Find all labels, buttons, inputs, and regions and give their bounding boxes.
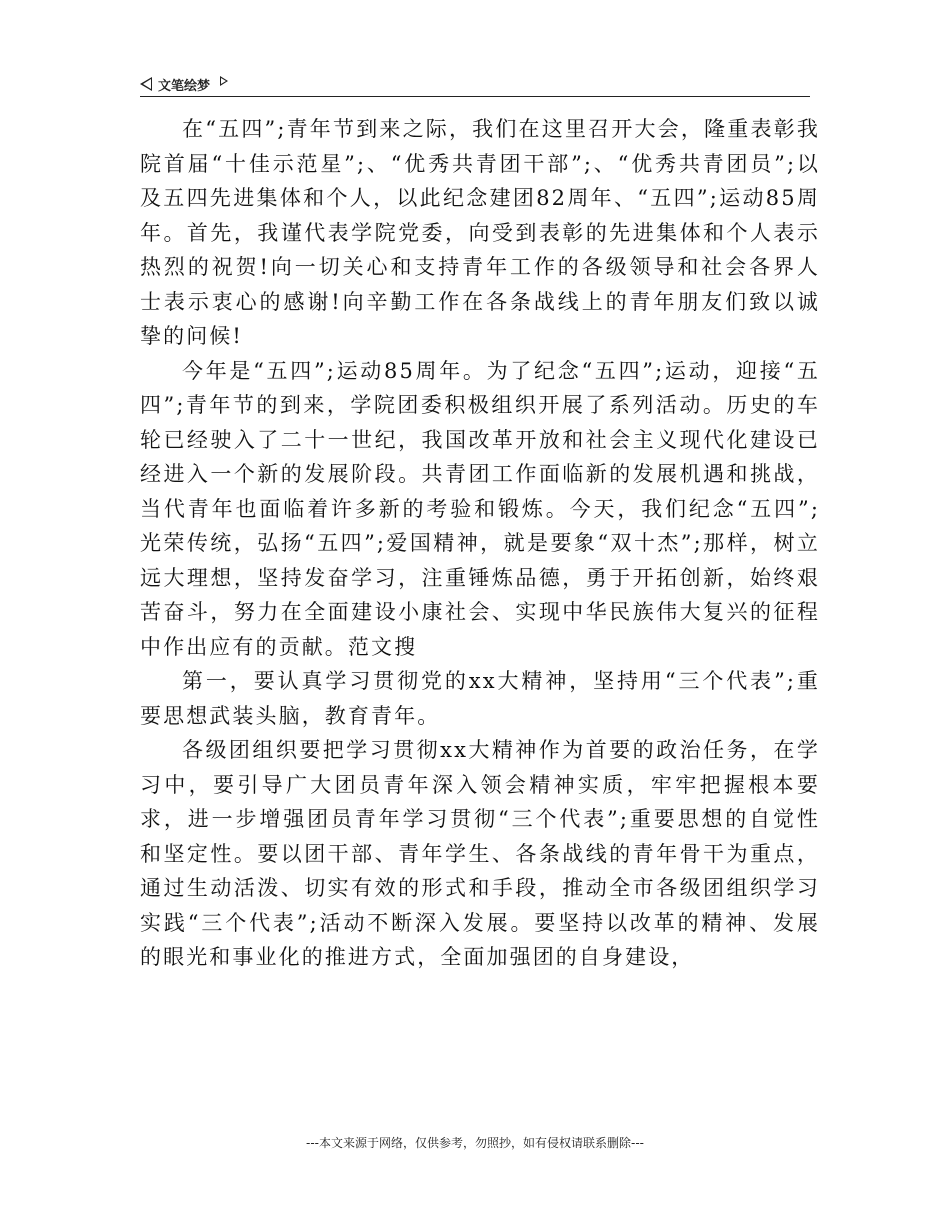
- footer-notice: ---本文来源于网络，仅供参考，勿照抄，如有侵权请联系删除---: [306, 1136, 644, 1150]
- document-body: [140, 112, 820, 975]
- paragraph-2: 今年是“五四”;运动85周年。为了纪念“五四”;运动，迎接“五四”;青年节的到来，学院团委积极组织开展了系列活动。历史的车轮已经驶入了二十一世纪，我国改革开放和社会主义现代化建设已经进入一个新的发展阶段。共青团工作面临新的发展机遇和挑战，当代青年也面临着许多新的考验和锻炼。今天，我们纪念“五四”;光荣传统，弘扬“五四”;爱国精神，就是要象“双十杰”;那样，树立远大理想，坚持发奋学习，注重锤炼品德，勇于开拓创新，始终艰苦奋斗，努力在全面建设小康社会、实现中华民族伟大复兴的征程中作出应有的贡献。范文搜: [140, 358, 820, 659]
- brand-name: 文笔绘梦: [158, 78, 211, 94]
- paragraph-1: 在“五四”;青年节到来之际，我们在这里召开大会，隆重表彰我院首届“十佳示范星”;、“优秀共青团干部”;、“优秀共青团员”;以及五四先进集体和个人，以此纪念建团82周年、“五四”;运动85周年。首先，我谨代表学院党委，向受到表彰的先进集体和个人表示热烈的祝贺!向一切关心和支持青年工作的各级领导和社会各界人士表示衷心的感谢!向辛勤工作在各条战线上的青年朋友们致以诚挚的问候!: [140, 117, 820, 348]
- triangle-right-icon: [220, 76, 228, 86]
- paragraph-3: 第一，要认真学习贯彻党的xx大精神，坚持用“三个代表”;重要思想武装头脑，教育青年。: [140, 669, 820, 728]
- page-header: [140, 72, 810, 97]
- triangle-left-icon: [140, 77, 152, 91]
- paragraph-4: 各级团组织要把学习贯彻xx大精神作为首要的政治任务，在学习中，要引导广大团员青年深入领会精神实质，牢牢把握根本要求，进一步增强团员青年学习贯彻“三个代表”;重要思想的自觉性和坚定性。要以团干部、青年学生、各条战线的青年骨干为重点，通过生动活泼、切实有效的形式和手段，推动全市各级团组织学习实践“三个代表”;活动不断深入发展。要坚持以改革的精神、发展的眼光和事业化的推进方式，全面加强团的自身建设，: [140, 738, 820, 969]
